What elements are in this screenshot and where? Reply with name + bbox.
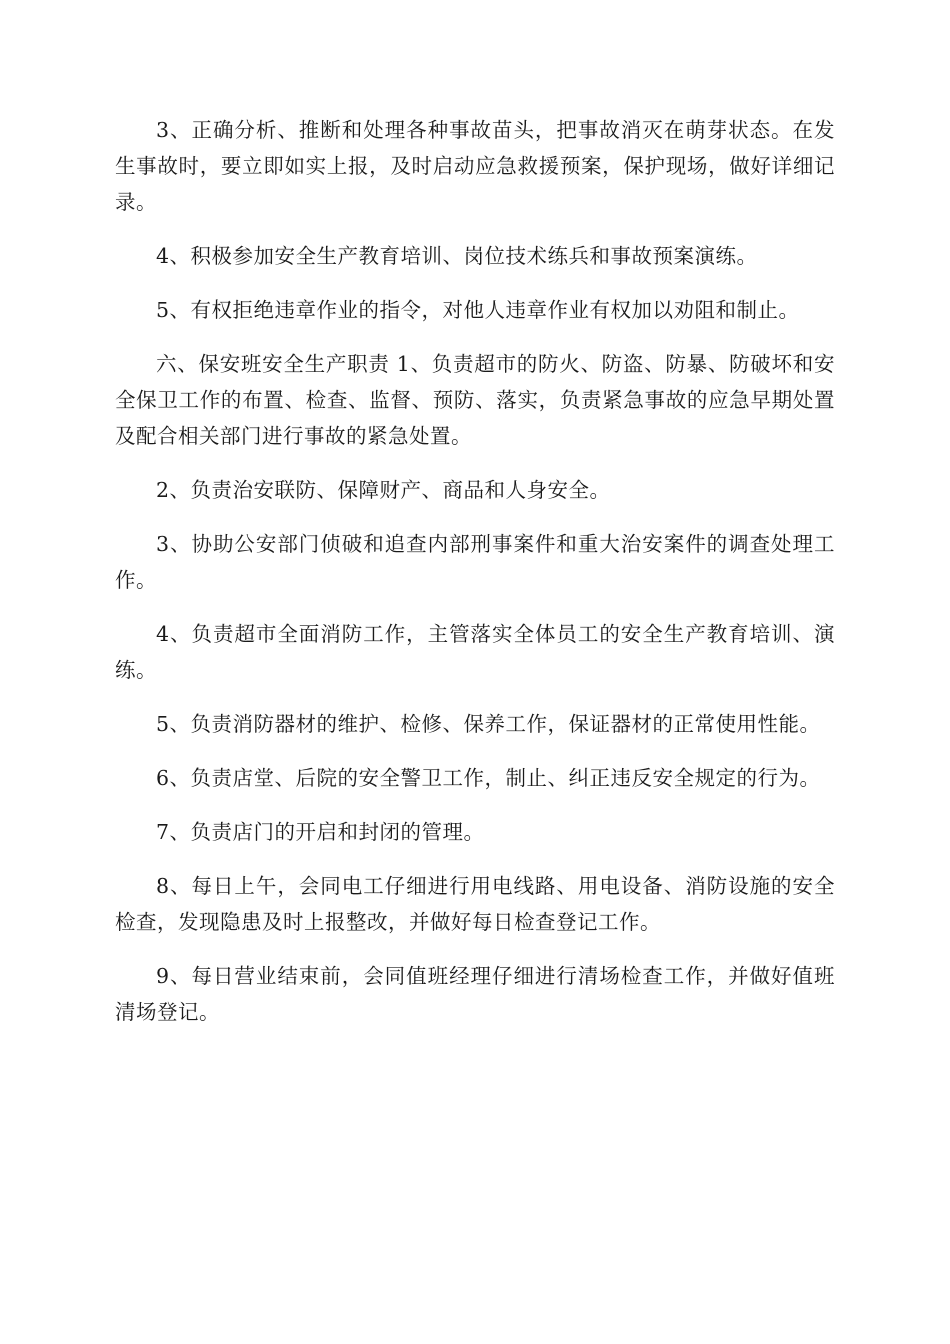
paragraph-security-3: 3、协助公安部门侦破和追查内部刑事案件和重大治安案件的调查处理工作。 xyxy=(115,532,835,592)
paragraph-security-9: 9、每日营业结束前，会同值班经理仔细进行清场检查工作，并做好值班清场登记。 xyxy=(115,964,835,1024)
paragraph-security-4: 4、负责超市全面消防工作，主管落实全体员工的安全生产教育培训、演练。 xyxy=(115,622,835,682)
paragraph-security-5: 5、负责消防器材的维护、检修、保养工作，保证器材的正常使用性能。 xyxy=(156,712,821,736)
paragraph-security-7: 7、负责店门的开启和封闭的管理。 xyxy=(156,820,485,844)
paragraph-security-section: 六、保安班安全生产职责 1、负责超市的防火、防盗、防暴、防破坏和安全保卫工作的布置、检查、监督、预防、落实，负责紧急事故的应急早期处置及配合相关部门进行事故的紧急处置。 xyxy=(115,352,835,448)
paragraph-responsibility-4: 4、积极参加安全生产教育培训、岗位技术练兵和事故预案演练。 xyxy=(156,244,758,268)
paragraph-responsibility-3: 3、正确分析、推断和处理各种事故苗头，把事故消灭在萌芽状态。在发生事故时，要立即如实上报，及时启动应急救援预案，保护现场，做好详细记录。 xyxy=(115,118,835,214)
paragraph-responsibility-5: 5、有权拒绝违章作业的指令，对他人违章作业有权加以劝阻和制止。 xyxy=(156,298,800,322)
paragraph-security-2: 2、负责治安联防、保障财产、商品和人身安全。 xyxy=(156,478,611,502)
paragraph-security-8: 8、每日上午，会同电工仔细进行用电线路、用电设备、消防设施的安全检查，发现隐患及时上报整改，并做好每日检查登记工作。 xyxy=(115,874,835,934)
paragraph-security-6: 6、负责店堂、后院的安全警卫工作，制止、纠正违反安全规定的行为。 xyxy=(156,766,821,790)
document-body xyxy=(115,112,835,1048)
